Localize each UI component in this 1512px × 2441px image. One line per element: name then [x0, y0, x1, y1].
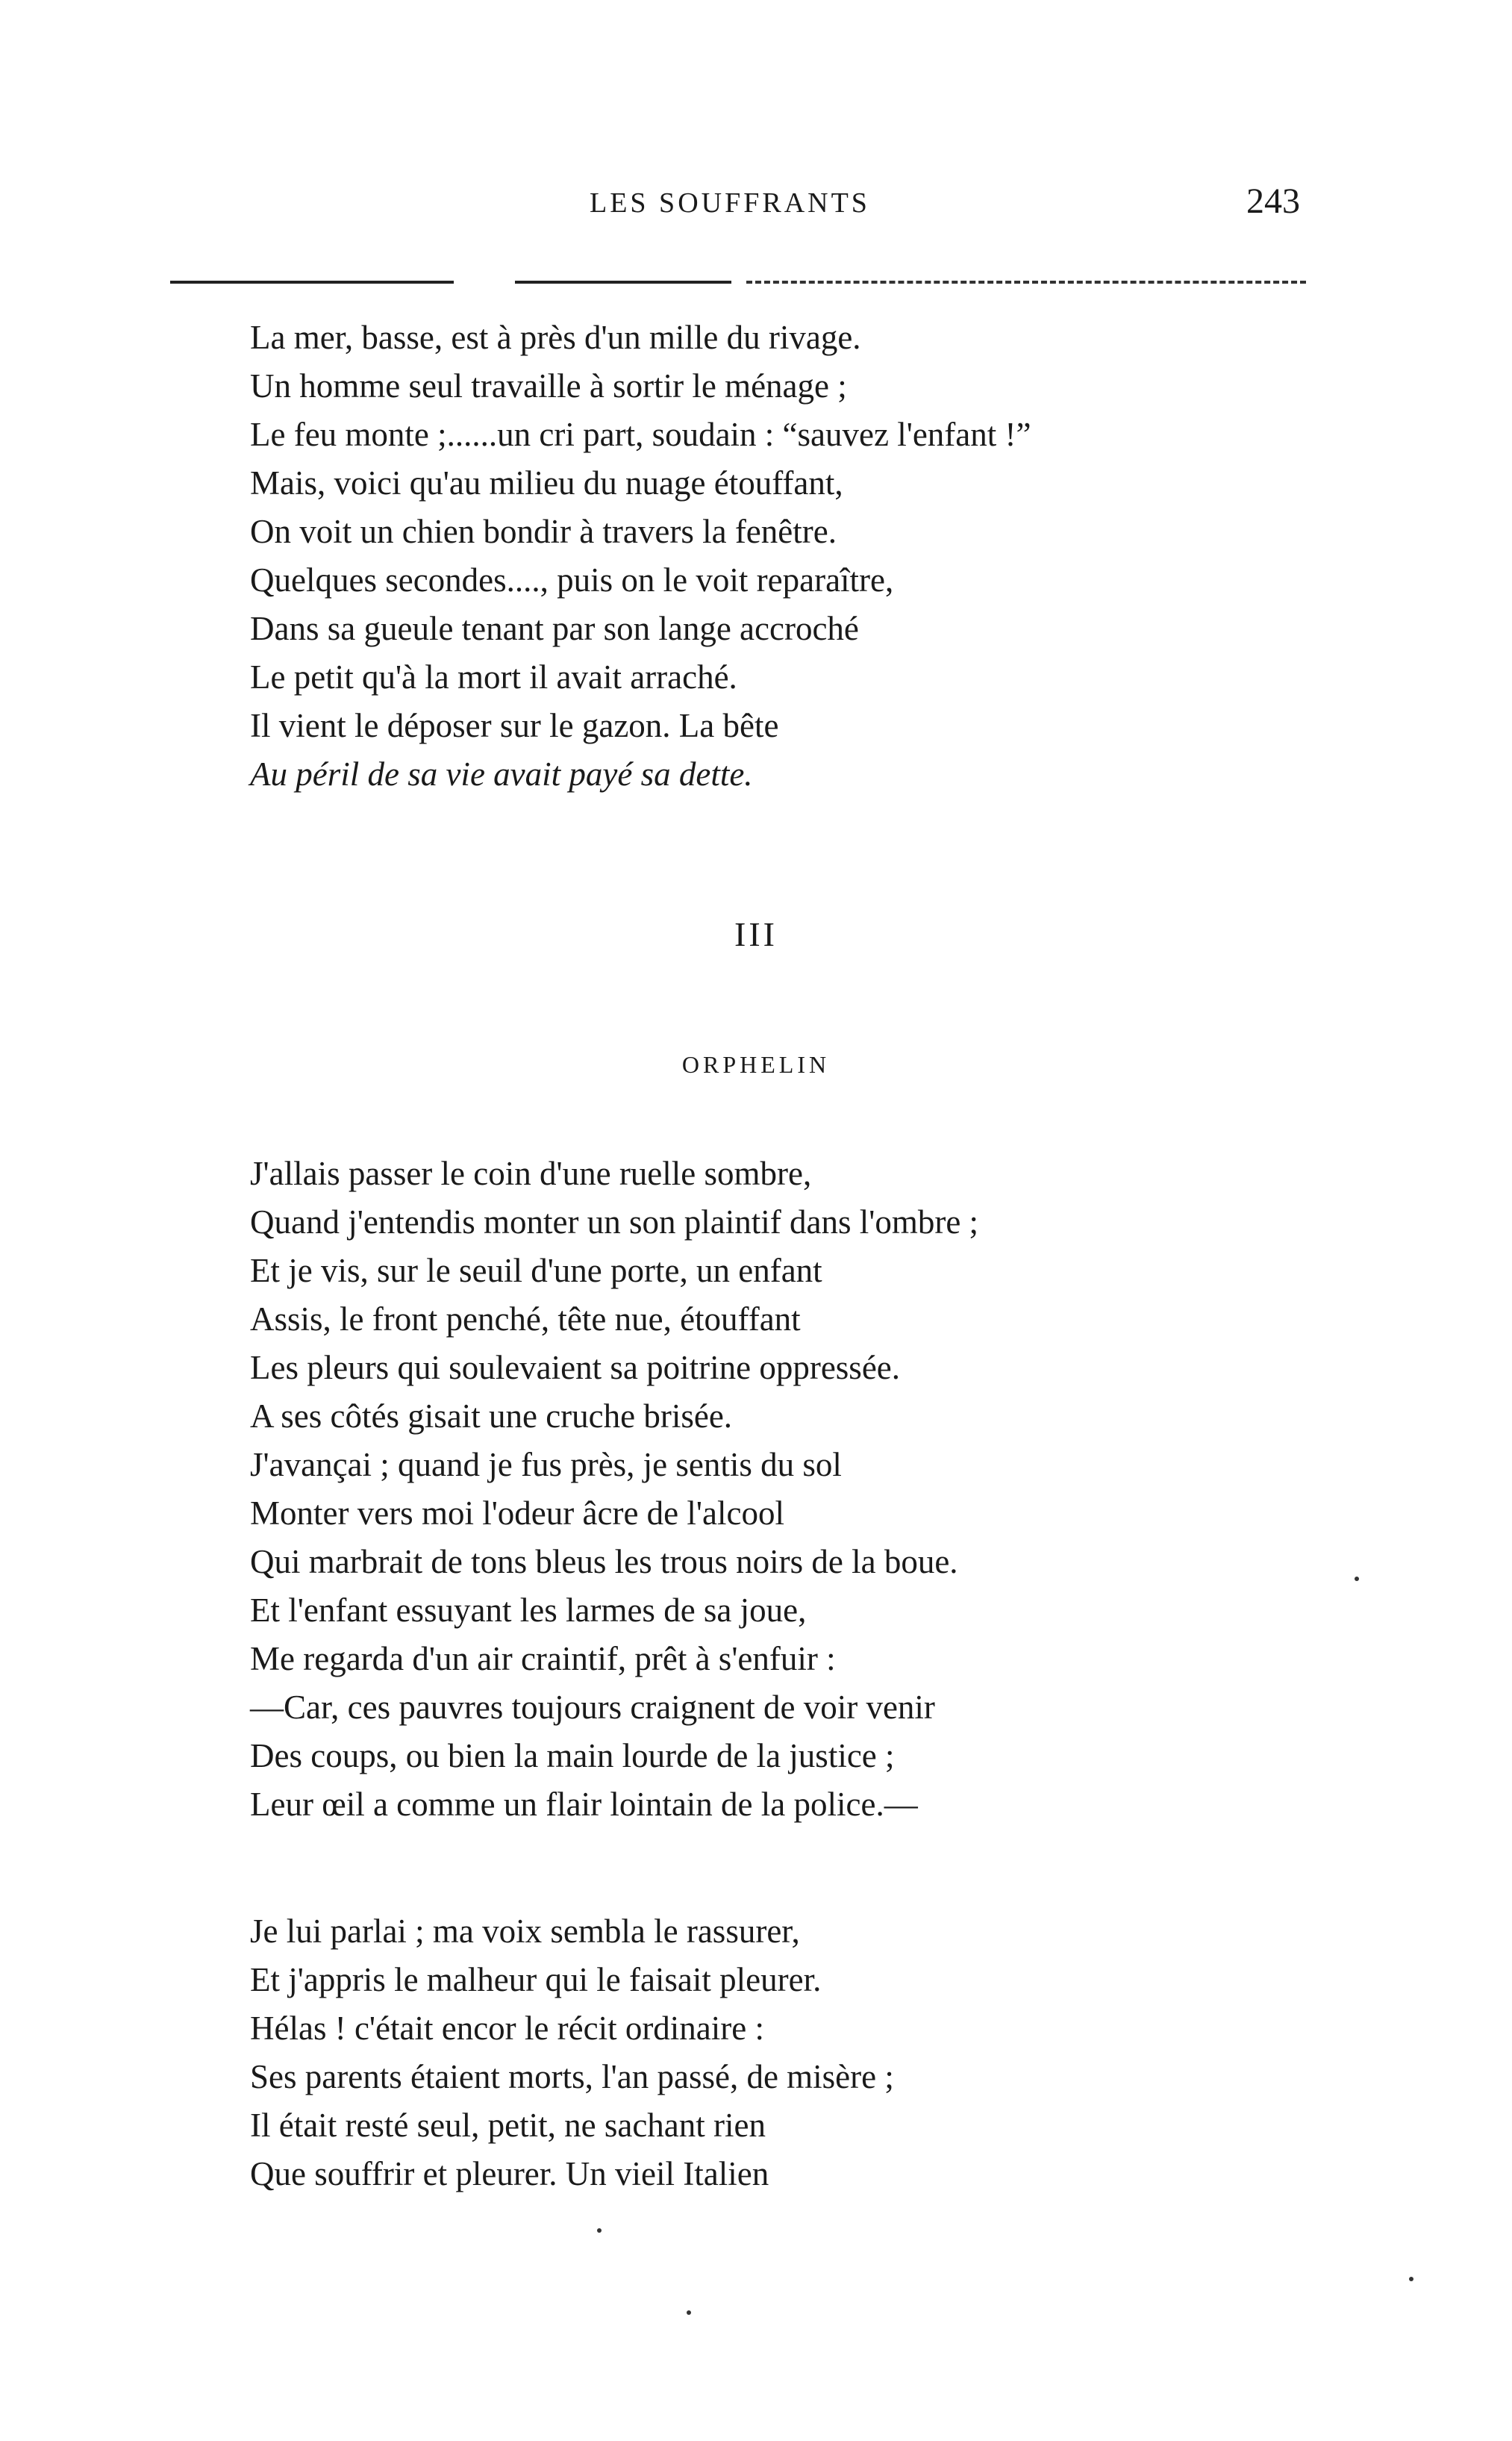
verse-line: Un homme seul travaille à sortir le ménage ; [250, 367, 847, 405]
stanza-dog-rescue [250, 314, 1031, 799]
print-speck [1355, 1577, 1359, 1581]
verse-line: Ses parents étaient morts, l'an passé, de misère ; [250, 2058, 894, 2095]
verse-line: J'allais passer le coin d'une ruelle sombre, [250, 1155, 812, 1192]
verse-line: —Car, ces pauvres toujours craignent de voir venir [250, 1689, 935, 1726]
verse-line: Et j'appris le malheur qui le faisait pleurer. [250, 1961, 822, 1998]
verse-line: Mais, voici qu'au milieu du nuage étouffant, [250, 464, 843, 502]
section-numeral: III [734, 915, 778, 953]
page-number: 243 [1246, 181, 1300, 221]
verse-line: Le petit qu'à la mort il avait arraché. [250, 658, 737, 696]
header-rule [170, 281, 454, 284]
verse-line: Et je vis, sur le seuil d'une porte, un enfant [250, 1252, 822, 1289]
stanza-orphelin-2 [250, 1907, 894, 2198]
verse-line: J'avançai ; quand je fus près, je sentis du sol [250, 1446, 842, 1483]
verse-line: La mer, basse, est à près d'un mille du rivage. [250, 319, 861, 356]
verse-line: Assis, le front penché, tête nue, étouffant [250, 1300, 801, 1338]
verse-line: Au péril de sa vie avait payé sa dette. [250, 755, 753, 793]
verse-line: Il était resté seul, petit, ne sachant rien [250, 2107, 766, 2144]
verse-line: Dans sa gueule tenant par son lange accroché [250, 610, 859, 647]
verse-line: Quelques secondes...., puis on le voit reparaître, [250, 561, 894, 599]
verse-line: Le feu monte ;......un cri part, soudain : “sauvez l'enfant !” [250, 416, 1031, 453]
verse-line: On voit un chien bondir à travers la fenêtre. [250, 513, 837, 550]
verse-line: Qui marbrait de tons bleus les trous noirs de la boue. [250, 1543, 958, 1580]
verse-line: Et l'enfant essuyant les larmes de sa joue, [250, 1592, 807, 1629]
header-rule [746, 281, 1306, 284]
running-title: LES SOUFFRANTS [590, 187, 870, 219]
verse-line: Quand j'entendis monter un son plaintif dans l'ombre ; [250, 1203, 979, 1241]
verse-line: Je lui parlai ; ma voix sembla le rassurer, [250, 1912, 800, 1950]
print-speck [1409, 2277, 1413, 2281]
running-head [0, 181, 1512, 231]
verse-line: Hélas ! c'était encor le récit ordinaire : [250, 2010, 764, 2047]
verse-line: Monter vers moi l'odeur âcre de l'alcool [250, 1494, 784, 1532]
print-speck [597, 2228, 602, 2233]
header-rule [515, 281, 731, 284]
verse-line: Des coups, ou bien la main lourde de la justice ; [250, 1737, 895, 1774]
print-speck [687, 2310, 691, 2315]
verse-line: Les pleurs qui soulevaient sa poitrine oppressée. [250, 1349, 901, 1386]
section-title: ORPHELIN [681, 1051, 831, 1078]
verse-line: Me regarda d'un air craintif, prêt à s'enfuir : [250, 1640, 836, 1677]
verse-line: Il vient le déposer sur le gazon. La bête [250, 707, 779, 744]
verse-line: A ses côtés gisait une cruche brisée. [250, 1397, 733, 1435]
stanza-orphelin-1 [250, 1150, 978, 1829]
verse-line: Leur œil a comme un flair lointain de la police.— [250, 1786, 918, 1823]
verse-line: Que souffrir et pleurer. Un vieil Italien [250, 2155, 769, 2192]
